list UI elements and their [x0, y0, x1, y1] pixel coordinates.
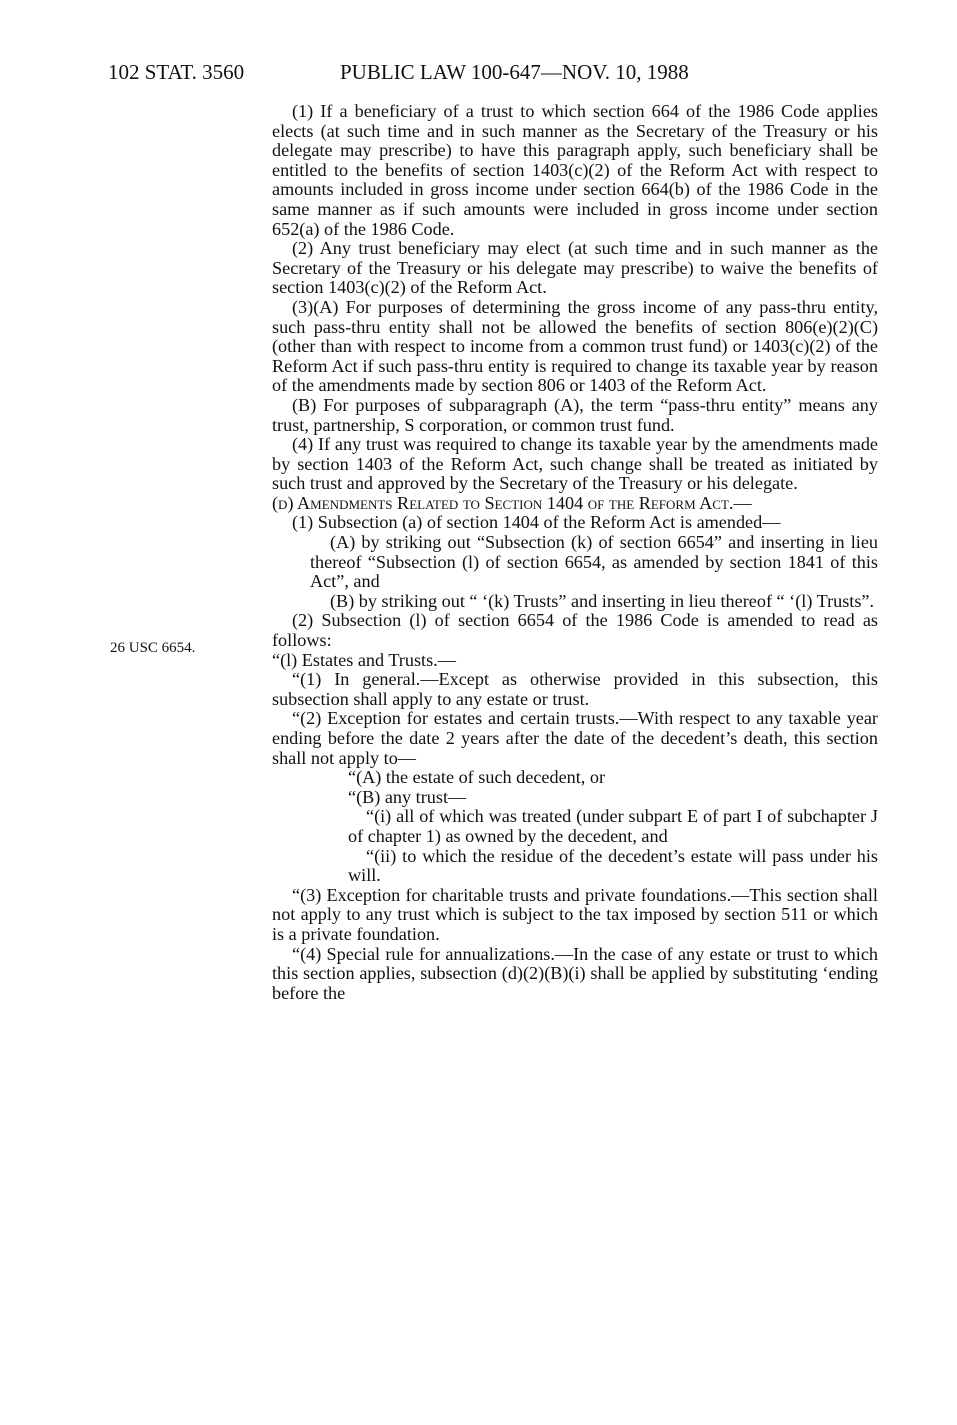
- page-header: [0, 60, 957, 90]
- document-body: [272, 102, 878, 1003]
- quoted-l-2-a: “(A) the estate of such decedent, or: [348, 767, 606, 788]
- paragraph-d1: (1) Subsection (a) of section 1404 of the Reform Act is amended—: [292, 512, 781, 533]
- paragraph-d2: (2) Subsection (l) of section 6654 of the 1986 Code is amended to read as follows:: [272, 610, 878, 651]
- paragraph-4: (4) If any trust was required to change its taxable year by the amendments made by section 1403 of the Reform Act, such change shall be treated as initiated by such trust and approved by the Secretary of the Treasury or his delegate.: [272, 434, 878, 494]
- page-reference: 102 STAT. 3560: [108, 60, 245, 84]
- quoted-l-4: “(4) Special rule for annualizations.—In the case of any estate or trust to which this section applies, subsection (d)(2)(B)(i) shall be applied by substituting ‘ending before the: [272, 943, 878, 1003]
- quoted-l-2-b-ii: “(ii) to which the residue of the decedent’s estate will pass under his will.: [348, 845, 878, 886]
- paragraph-1: (1) If a beneficiary of a trust to which section 664 of the 1986 Code applies elects (at such time and in such manner as the Secretary of the Treasury or his delegate may prescribe) to have this paragraph apply, such beneficiary shall be entitled to the benefits of section 1403(c)(2) of the Reform Act with respect to amounts included in gross income under section 664(b) of the 1986 Code in the same manner as if such amounts were included in gross income under section 652(a) of the 1986 Code.: [272, 101, 878, 239]
- paragraph-3b: (B) For purposes of subparagraph (A), the term “pass-thru entity” means any trust, partnership, S corporation, or common trust fund.: [272, 394, 878, 435]
- quoted-l-2-b-i: “(i) all of which was treated (under subpart E of part I of subchapter J of chapter 1) as owned by the decedent, and: [348, 806, 878, 846]
- quoted-l-1: “(1) In general.—Except as otherwise provided in this subsection, this subsection shall apply to any estate or trust.: [272, 669, 878, 709]
- quoted-l-3: “(3) Exception for charitable trusts and private foundations.—This section shall not apply to any trust which is subject to the tax imposed by section 511 or which is a private foundation.: [272, 884, 878, 944]
- quoted-l-heading: “(l) Estates and Trusts.—: [272, 649, 456, 670]
- margin-citation: 26 USC 6654.: [110, 640, 196, 656]
- paragraph-3a: (3)(A) For purposes of determining the gross income of any pass-thru entity, such pass-thru entity shall not be allowed the benefits of section 806(e)(2)(C) (other than with respect to income from a common trust fund) or 1403(c)(2) of the Reform Act if such pass-thru entity is required to change its taxable year by reason of the amendments made by section 806 or 1403 of the Reform Act.: [272, 296, 878, 396]
- paragraph-d1-a: (A) by striking out “Subsection (k) of section 6654” and inserting in lieu thereof “Subsection (l) of section 6654, as amended by section 1841 of this Act”, and: [310, 532, 878, 592]
- paragraph-2: (2) Any trust beneficiary may elect (at such time and in such manner as the Secretary of the Treasury or his delegate may prescribe) to waive the benefits of section 1403(c)(2) of the Reform Act.: [272, 238, 878, 298]
- quoted-l-2-b: “(B) any trust—: [348, 786, 467, 807]
- quoted-l-2: “(2) Exception for estates and certain trusts.—With respect to any taxable year ending before the date 2 years after the date of the decedent’s death, this section shall not apply to—: [272, 708, 878, 768]
- page-title: PUBLIC LAW 100-647—NOV. 10, 1988: [340, 60, 689, 84]
- subsection-d-heading: (d) Amendments Related to Section 1404 of the Reform Act.—: [272, 492, 752, 513]
- paragraph-d1-b: (B) by striking out “ ‘(k) Trusts” and inserting in lieu thereof “ ‘(l) Trusts”.: [330, 590, 875, 611]
